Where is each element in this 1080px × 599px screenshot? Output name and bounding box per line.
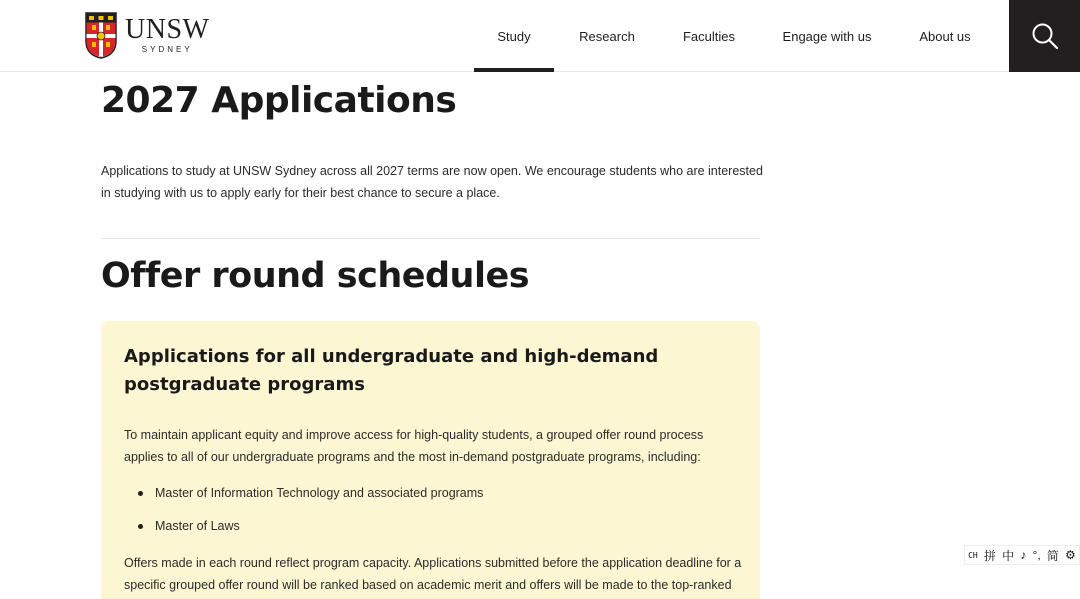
nav-engage-with-us[interactable]	[772, 0, 882, 72]
ime-chinese-mode-button[interactable]: 中	[1002, 548, 1015, 563]
ime-simplified-button[interactable]: 简	[1046, 548, 1059, 563]
logo-subtext: SYDNEY	[141, 45, 193, 54]
ime-settings-icon[interactable]: ⚙	[1065, 548, 1076, 562]
ime-pinyin-button[interactable]: 拼	[983, 548, 996, 563]
nav-engage-label: Engage with us	[782, 28, 872, 44]
logo-text: UNSW	[125, 14, 210, 45]
nav-about-label: About us	[919, 28, 971, 44]
nav-faculties-label: Faculties	[682, 28, 736, 44]
list-item: Master of Laws	[124, 516, 483, 536]
list-item: Master of Information Technology and associated programs	[124, 483, 483, 503]
nav-research[interactable]	[566, 0, 648, 72]
card-paragraph-2: Offers made in each round reflect program capacity. Applications submitted before the application deadline for a specific grouped offer round will be ranked based on academic merit and offers will be made to the top-ranked	[124, 556, 742, 592]
search-button[interactable]	[1009, 0, 1080, 72]
nav-about-us[interactable]	[906, 0, 984, 72]
page-title: 2027 Applications	[101, 80, 457, 121]
nav-study[interactable]	[474, 0, 554, 72]
section-divider	[101, 238, 760, 239]
info-card	[101, 321, 760, 599]
card-title: Applications for all undergraduate and high-demand postgraduate programs	[124, 346, 659, 395]
ime-toolbar	[964, 545, 1080, 565]
intro-paragraph: Applications to study at UNSW Sydney across all 2027 terms are now open. We encourage students who are interested in studying with us to apply early for their best chance to secure a place.	[101, 164, 763, 200]
program-list	[124, 483, 483, 549]
nav-faculties[interactable]	[668, 0, 750, 72]
ime-language-toggle[interactable]: CH	[968, 550, 978, 560]
unsw-crest-icon	[85, 11, 117, 59]
section-title: Offer round schedules	[101, 256, 530, 296]
nav-study-label: Study	[497, 28, 531, 44]
ime-moon-icon[interactable]: ♪	[1020, 548, 1027, 562]
ime-punctuation-button[interactable]: °,	[1032, 548, 1041, 562]
card-paragraph-1: To maintain applicant equity and improve access for high-quality students, a grouped offer round process applies to all of our undergraduate programs and the most in-demand postgraduate programs, including:	[124, 428, 704, 464]
search-icon	[1031, 22, 1059, 50]
site-header	[0, 0, 1080, 72]
nav-research-label: Research	[579, 28, 635, 44]
unsw-logo[interactable]	[85, 10, 209, 60]
logo-wordmark	[125, 16, 209, 54]
